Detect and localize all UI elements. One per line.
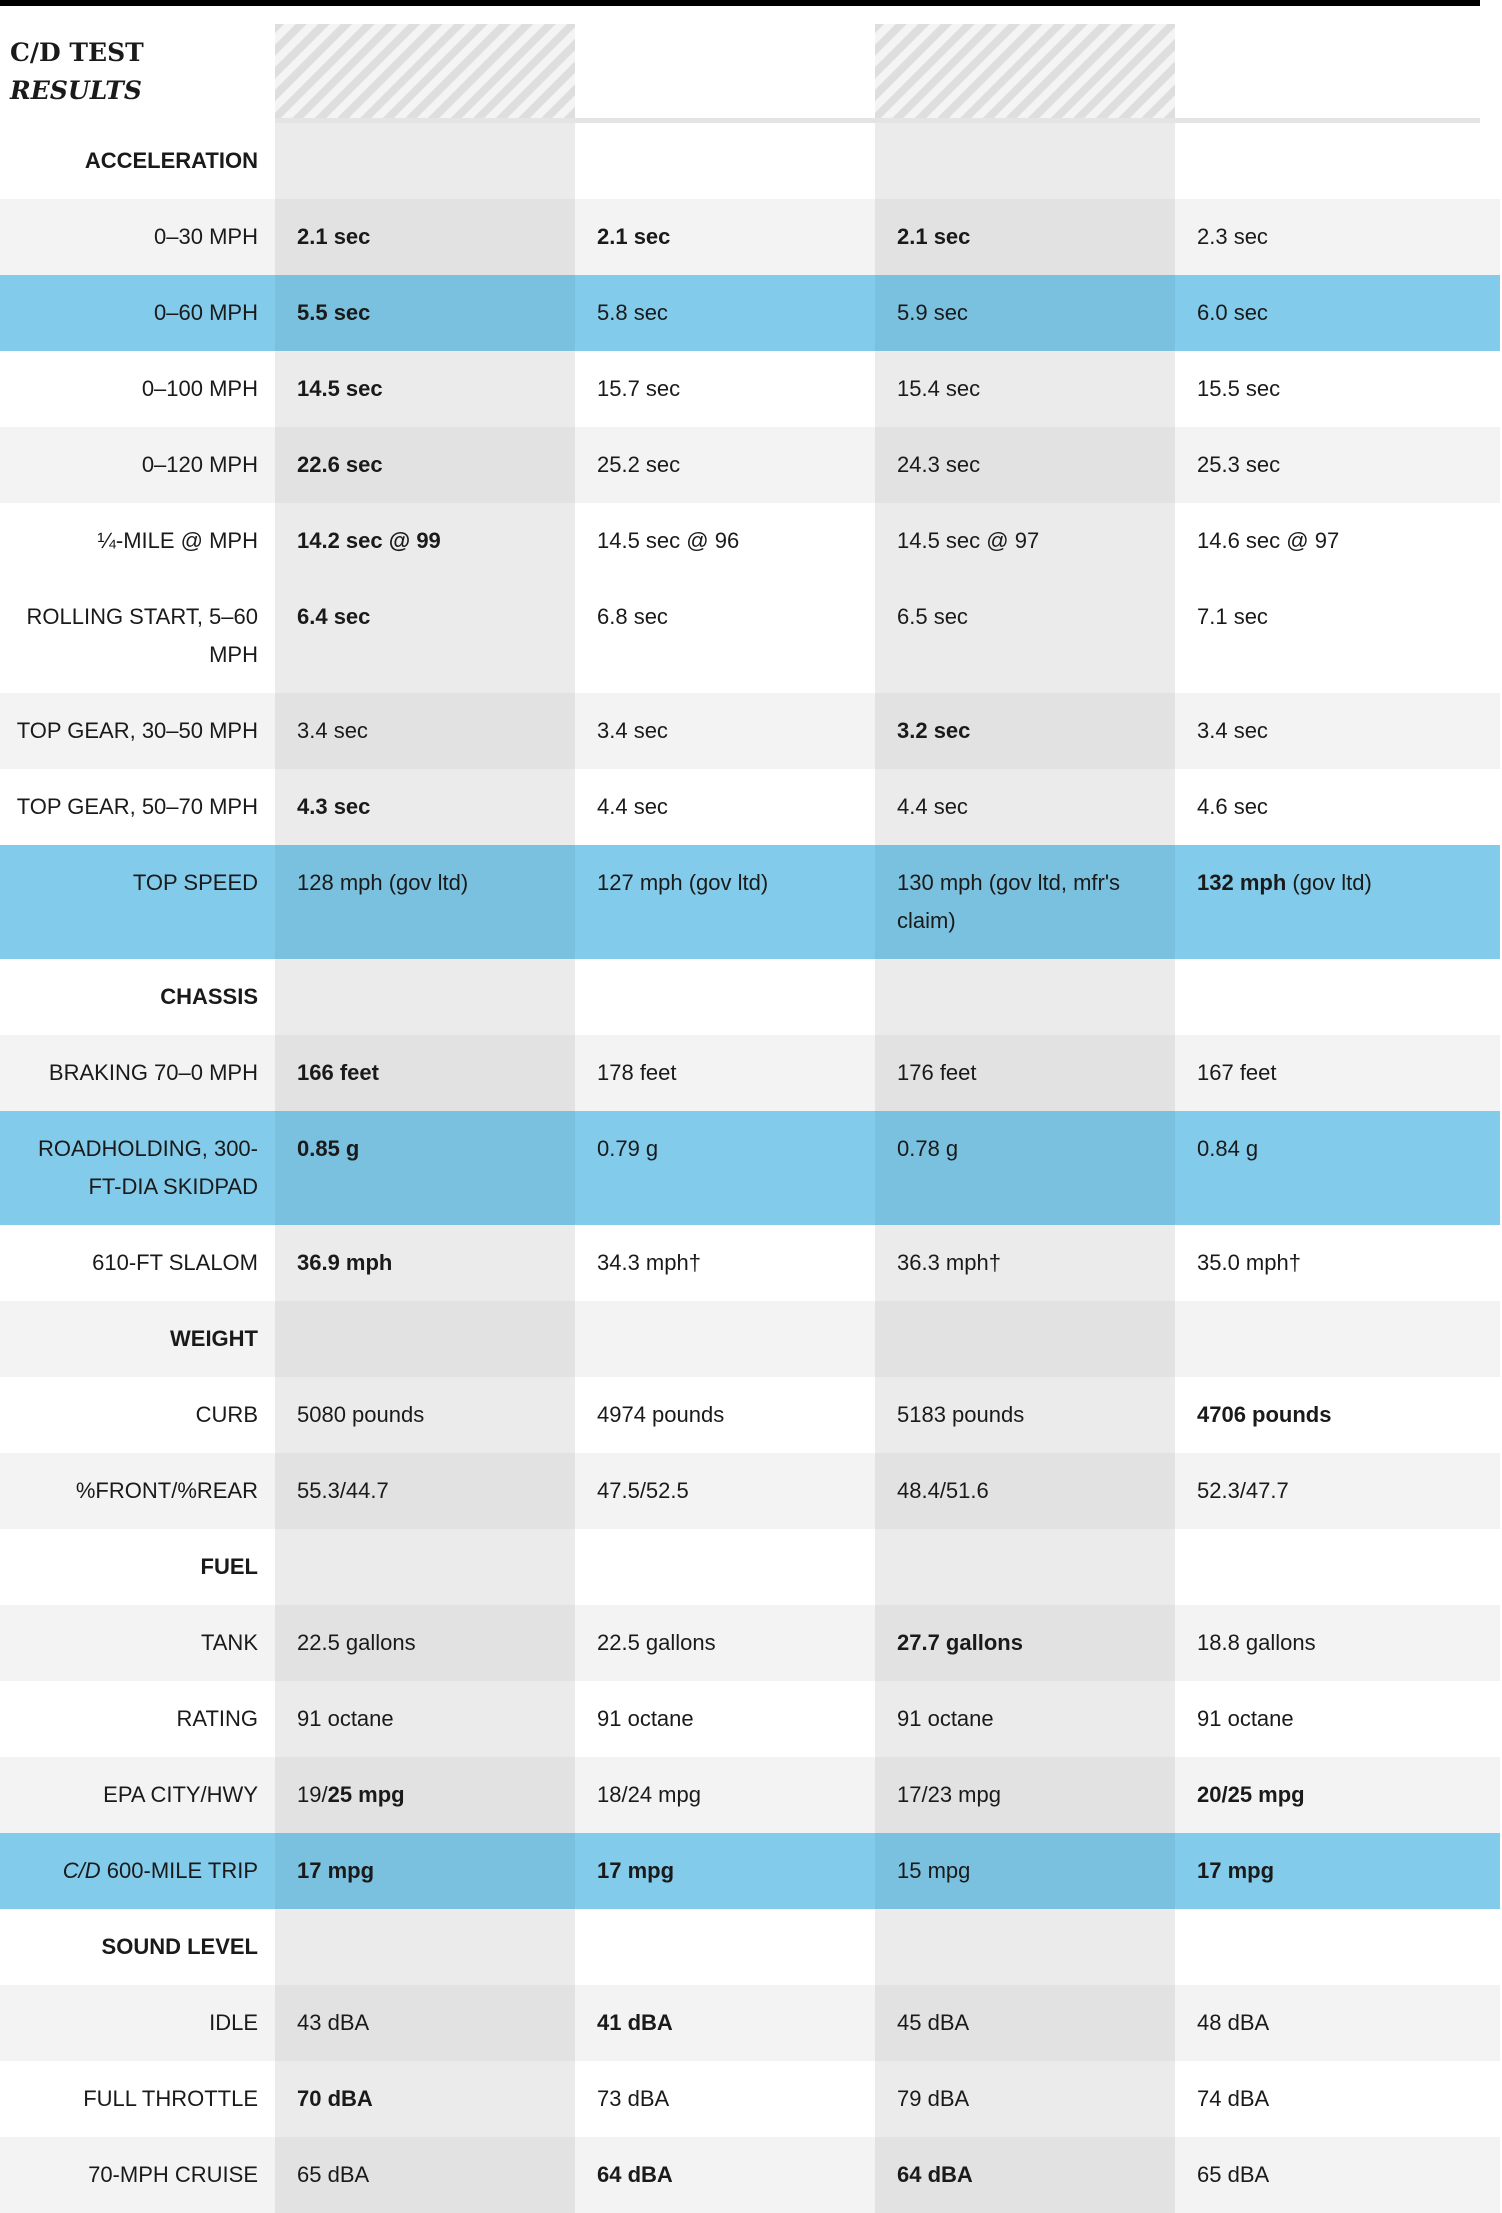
value-cell-2 [575, 1377, 875, 1453]
row-label-text: 600-MILE TRIP [100, 1858, 258, 1883]
row-label-text: WEIGHT [170, 1326, 258, 1351]
cell-value: 19/ [297, 1782, 328, 1807]
table-row [0, 351, 1500, 427]
cell-value: 91 octane [1197, 1706, 1294, 1731]
value-cell-1 [275, 1453, 575, 1529]
cell-value: 3.4 sec [297, 718, 368, 743]
value-cell-2 [575, 503, 875, 579]
value-cell-4 [1175, 1681, 1500, 1757]
value-cell-4 [1175, 579, 1500, 693]
cell-value: 35.0 mph† [1197, 1250, 1301, 1275]
value-cell-4 [1175, 1605, 1500, 1681]
cell-value: 15.5 sec [1197, 376, 1281, 401]
row-label-text: TOP GEAR, 50–70 MPH [16, 794, 258, 819]
row-label [0, 199, 275, 275]
row-label [0, 275, 275, 351]
value-cell-2 [575, 123, 875, 199]
cell-value: 65 dBA [297, 2162, 370, 2187]
row-label [0, 769, 275, 845]
vehicle-1-image-placeholder [275, 24, 575, 118]
row-label [0, 1035, 275, 1111]
value-cell-3 [875, 123, 1175, 199]
cell-value: 25.2 sec [597, 452, 681, 477]
row-label-text: TOP GEAR, 30–50 MPH [16, 718, 258, 743]
value-cell-4 [1175, 1985, 1500, 2061]
cell-value: 43 dBA [297, 2010, 370, 2035]
cell-value: 15 mpg [897, 1858, 971, 1883]
row-label [0, 693, 275, 769]
top-rule [0, 0, 1480, 6]
value-cell-2 [575, 1909, 875, 1985]
cell-value: 132 mph [1197, 870, 1287, 895]
value-cell-3 [875, 2137, 1175, 2213]
cell-value: 14.5 sec [297, 376, 383, 401]
cell-value: 17 mpg [1197, 1858, 1275, 1883]
row-label-text: FUEL [200, 1554, 258, 1579]
cell-value: 3.4 sec [1197, 718, 1268, 743]
section-title [0, 123, 275, 199]
row-label-text: 70-MPH CRUISE [88, 2162, 258, 2187]
cell-value: 70 dBA [297, 2086, 373, 2111]
value-cell-1 [275, 1605, 575, 1681]
value-cell-2 [575, 959, 875, 1035]
cell-value: 24.3 sec [897, 452, 981, 477]
value-cell-2 [575, 1035, 875, 1111]
cell-value: 5.5 sec [297, 300, 371, 325]
cell-value: 17 mpg [297, 1858, 375, 1883]
cell-value-suffix: 25 mpg [327, 1782, 405, 1807]
cell-value: 0.78 g [897, 1136, 959, 1161]
cell-value: 14.6 sec @ 97 [1197, 528, 1340, 553]
row-label-text: 0–100 MPH [141, 376, 258, 401]
row-label [0, 351, 275, 427]
value-cell-4 [1175, 427, 1500, 503]
value-cell-1 [275, 1301, 575, 1377]
section-title [0, 1529, 275, 1605]
cell-value: 18/24 mpg [597, 1782, 701, 1807]
table-row [0, 1035, 1500, 1111]
cell-value: 5.9 sec [897, 300, 968, 325]
value-cell-3 [875, 693, 1175, 769]
cell-value: 91 octane [297, 1706, 394, 1731]
row-label-text: ROLLING START, 5–60 MPH [26, 604, 258, 667]
row-label [0, 2061, 275, 2137]
value-cell-1 [275, 427, 575, 503]
row-label-text: 0–30 MPH [154, 224, 258, 249]
value-cell-1 [275, 1757, 575, 1833]
value-cell-1 [275, 199, 575, 275]
cell-value: 55.3/44.7 [297, 1478, 389, 1503]
test-results-table [0, 123, 1500, 2213]
value-cell-2 [575, 845, 875, 959]
value-cell-1 [275, 579, 575, 693]
table-row [0, 1605, 1500, 1681]
cell-value: 127 mph (gov ltd) [597, 870, 769, 895]
value-cell-2 [575, 579, 875, 693]
row-label [0, 1453, 275, 1529]
value-cell-2 [575, 1225, 875, 1301]
table-row [0, 2137, 1500, 2213]
table-row [0, 769, 1500, 845]
cell-value: 64 dBA [897, 2162, 973, 2187]
value-cell-3 [875, 579, 1175, 693]
value-cell-1 [275, 769, 575, 845]
value-cell-4 [1175, 693, 1500, 769]
value-cell-1 [275, 1225, 575, 1301]
cell-value: 18.8 gallons [1197, 1630, 1316, 1655]
table-row [0, 2061, 1500, 2137]
value-cell-4 [1175, 351, 1500, 427]
cell-value: 34.3 mph† [597, 1250, 701, 1275]
row-label-text: EPA CITY/HWY [103, 1782, 258, 1807]
table-row [0, 1985, 1500, 2061]
row-label-text: CURB [195, 1402, 258, 1427]
table-row [0, 579, 1500, 693]
table-row [0, 427, 1500, 503]
row-label-text: 610-FT SLALOM [92, 1250, 258, 1275]
value-cell-2 [575, 769, 875, 845]
title-line2: RESULTS [10, 76, 142, 105]
value-cell-4 [1175, 123, 1500, 199]
row-label [0, 579, 275, 693]
row-label [0, 1681, 275, 1757]
table-row [0, 1377, 1500, 1453]
value-cell-3 [875, 1111, 1175, 1225]
value-cell-3 [875, 1377, 1175, 1453]
value-cell-4 [1175, 2137, 1500, 2213]
value-cell-4 [1175, 1757, 1500, 1833]
value-cell-1 [275, 845, 575, 959]
value-cell-3 [875, 1757, 1175, 1833]
cell-value: 4.4 sec [897, 794, 968, 819]
row-label-text: 0–60 MPH [154, 300, 258, 325]
value-cell-2 [575, 693, 875, 769]
value-cell-2 [575, 1605, 875, 1681]
title-line1: C/D TEST [10, 38, 144, 67]
row-label-text: ROADHOLDING, 300-FT-DIA SKIDPAD [37, 1136, 258, 1199]
value-cell-2 [575, 427, 875, 503]
table-row [0, 1757, 1500, 1833]
value-cell-4 [1175, 1529, 1500, 1605]
row-label [0, 1757, 275, 1833]
table-row [0, 1111, 1500, 1225]
value-cell-2 [575, 1833, 875, 1909]
value-cell-1 [275, 1681, 575, 1757]
cell-value: 64 dBA [597, 2162, 673, 2187]
row-label-text: TOP SPEED [132, 870, 258, 895]
cell-value: 27.7 gallons [897, 1630, 1023, 1655]
cell-value: 3.4 sec [597, 718, 668, 743]
value-cell-2 [575, 199, 875, 275]
value-cell-1 [275, 1833, 575, 1909]
cell-value: 5.8 sec [597, 300, 668, 325]
cell-value: 79 dBA [897, 2086, 970, 2111]
cell-value: 4.3 sec [297, 794, 371, 819]
cell-value: 14.2 sec @ 99 [297, 528, 441, 553]
value-cell-3 [875, 845, 1175, 959]
value-cell-2 [575, 1453, 875, 1529]
value-cell-3 [875, 1909, 1175, 1985]
value-cell-4 [1175, 1035, 1500, 1111]
value-cell-3 [875, 1035, 1175, 1111]
cell-value: 6.4 sec [297, 604, 371, 629]
cell-value: 2.1 sec [897, 224, 971, 249]
cell-value: 167 feet [1197, 1060, 1277, 1085]
value-cell-1 [275, 1529, 575, 1605]
section-header-row [0, 1301, 1500, 1377]
row-label [0, 1605, 275, 1681]
value-cell-1 [275, 1035, 575, 1111]
value-cell-4 [1175, 1909, 1500, 1985]
cell-value: 36.9 mph [297, 1250, 393, 1275]
section-header-row [0, 1529, 1500, 1605]
cell-value: 0.84 g [1197, 1136, 1259, 1161]
value-cell-4 [1175, 959, 1500, 1035]
value-cell-3 [875, 275, 1175, 351]
cell-value: 22.5 gallons [597, 1630, 716, 1655]
cell-value: 7.1 sec [1197, 604, 1268, 629]
value-cell-3 [875, 1301, 1175, 1377]
section-title [0, 1301, 275, 1377]
cell-value: 0.79 g [597, 1136, 659, 1161]
cell-value: 0.85 g [297, 1136, 360, 1161]
cell-value: 25.3 sec [1197, 452, 1281, 477]
value-cell-3 [875, 199, 1175, 275]
row-label [0, 2137, 275, 2213]
vehicle-3-image-placeholder [875, 24, 1175, 118]
value-cell-2 [575, 275, 875, 351]
value-cell-4 [1175, 1111, 1500, 1225]
row-label-text: BRAKING 70–0 MPH [48, 1060, 258, 1085]
value-cell-1 [275, 351, 575, 427]
value-cell-3 [875, 427, 1175, 503]
cell-value: 52.3/47.7 [1197, 1478, 1289, 1503]
cell-value: 22.6 sec [297, 452, 383, 477]
table-row [0, 693, 1500, 769]
cell-value: 48.4/51.6 [897, 1478, 989, 1503]
value-cell-3 [875, 959, 1175, 1035]
value-cell-3 [875, 1225, 1175, 1301]
cell-value: 17/23 mpg [897, 1782, 1001, 1807]
section-title [0, 1909, 275, 1985]
value-cell-4 [1175, 1453, 1500, 1529]
cell-value: 4.6 sec [1197, 794, 1268, 819]
cell-value: 14.5 sec @ 97 [897, 528, 1040, 553]
cell-value: 41 dBA [597, 2010, 673, 2035]
cell-value: 45 dBA [897, 2010, 970, 2035]
cell-value: 48 dBA [1197, 2010, 1270, 2035]
value-cell-1 [275, 2061, 575, 2137]
row-label [0, 503, 275, 579]
value-cell-3 [875, 1985, 1175, 2061]
value-cell-3 [875, 503, 1175, 579]
cell-value: 65 dBA [1197, 2162, 1270, 2187]
value-cell-4 [1175, 1377, 1500, 1453]
value-cell-1 [275, 1985, 575, 2061]
row-label [0, 1985, 275, 2061]
value-cell-3 [875, 1453, 1175, 1529]
row-label-text: TANK [200, 1630, 258, 1655]
cell-value: 20/25 mpg [1197, 1782, 1305, 1807]
cell-value: 4.4 sec [597, 794, 668, 819]
value-cell-4 [1175, 1225, 1500, 1301]
cell-value: 130 mph (gov ltd, mfr's claim) [897, 870, 1121, 933]
value-cell-3 [875, 1605, 1175, 1681]
value-cell-1 [275, 2137, 575, 2213]
cell-value: 73 dBA [597, 2086, 670, 2111]
value-cell-2 [575, 2061, 875, 2137]
row-label-text: ACCELERATION [84, 148, 258, 173]
row-label-italic: C/D [62, 1858, 101, 1883]
section-header-row [0, 959, 1500, 1035]
value-cell-4 [1175, 845, 1500, 959]
value-cell-2 [575, 1111, 875, 1225]
value-cell-4 [1175, 1301, 1500, 1377]
cell-value: 2.1 sec [597, 224, 671, 249]
value-cell-2 [575, 1681, 875, 1757]
cell-value: 6.5 sec [897, 604, 968, 629]
cell-value: 178 feet [597, 1060, 677, 1085]
cell-value: 2.3 sec [1197, 224, 1268, 249]
cell-value: 2.1 sec [297, 224, 371, 249]
row-label-text: FULL THROTTLE [83, 2086, 258, 2111]
cell-value: 22.5 gallons [297, 1630, 416, 1655]
cell-value: 36.3 mph† [897, 1250, 1001, 1275]
section-header-row [0, 123, 1500, 199]
value-cell-1 [275, 275, 575, 351]
cell-value: 6.8 sec [597, 604, 668, 629]
row-label-text: SOUND LEVEL [101, 1934, 258, 1959]
table-row [0, 1453, 1500, 1529]
cell-value: 17 mpg [597, 1858, 675, 1883]
cell-value: 3.2 sec [897, 718, 971, 743]
value-cell-3 [875, 351, 1175, 427]
value-cell-2 [575, 351, 875, 427]
cell-value: 5080 pounds [297, 1402, 425, 1427]
cell-value: 47.5/52.5 [597, 1478, 689, 1503]
value-cell-1 [275, 503, 575, 579]
value-cell-2 [575, 1985, 875, 2061]
table-row [0, 1681, 1500, 1757]
value-cell-2 [575, 1529, 875, 1605]
cell-value: 91 octane [897, 1706, 994, 1731]
row-label-text: 0–120 MPH [141, 452, 258, 477]
cell-value: 5183 pounds [897, 1402, 1025, 1427]
cell-value: 4706 pounds [1197, 1402, 1332, 1427]
value-cell-4 [1175, 275, 1500, 351]
value-cell-2 [575, 2137, 875, 2213]
cell-value: 91 octane [597, 1706, 694, 1731]
value-cell-3 [875, 2061, 1175, 2137]
value-cell-4 [1175, 199, 1500, 275]
cell-value: 166 feet [297, 1060, 379, 1085]
table-row [0, 845, 1500, 959]
row-label [0, 845, 275, 959]
value-cell-4 [1175, 503, 1500, 579]
value-cell-1 [275, 1377, 575, 1453]
cell-value: 176 feet [897, 1060, 977, 1085]
cell-value: 15.7 sec [597, 376, 681, 401]
cell-value: 15.4 sec [897, 376, 981, 401]
cell-value: 14.5 sec @ 96 [597, 528, 740, 553]
section-header-row [0, 1909, 1500, 1985]
value-cell-4 [1175, 1833, 1500, 1909]
value-cell-1 [275, 123, 575, 199]
row-label [0, 1833, 275, 1909]
table-row [0, 503, 1500, 579]
cell-value: 128 mph (gov ltd) [297, 870, 469, 895]
value-cell-1 [275, 1909, 575, 1985]
row-label-text: ¼-MILE @ MPH [97, 528, 258, 553]
table-row [0, 1225, 1500, 1301]
row-label-text: RATING [176, 1706, 258, 1731]
value-cell-3 [875, 1681, 1175, 1757]
row-label-text: %FRONT/%REAR [75, 1478, 258, 1503]
cell-value: 74 dBA [1197, 2086, 1270, 2111]
table-row [0, 1833, 1500, 1909]
value-cell-2 [575, 1757, 875, 1833]
value-cell-4 [1175, 769, 1500, 845]
value-cell-2 [575, 1301, 875, 1377]
cell-value-suffix: (gov ltd) [1286, 870, 1372, 895]
cell-value: 6.0 sec [1197, 300, 1268, 325]
row-label [0, 427, 275, 503]
value-cell-1 [275, 959, 575, 1035]
row-label-text: CHASSIS [160, 984, 258, 1009]
table-title [10, 34, 270, 110]
row-label [0, 1377, 275, 1453]
value-cell-3 [875, 769, 1175, 845]
table-row [0, 199, 1500, 275]
row-label [0, 1225, 275, 1301]
section-title [0, 959, 275, 1035]
table-row [0, 275, 1500, 351]
row-label-text: IDLE [209, 2010, 258, 2035]
value-cell-1 [275, 1111, 575, 1225]
value-cell-3 [875, 1529, 1175, 1605]
value-cell-3 [875, 1833, 1175, 1909]
value-cell-1 [275, 693, 575, 769]
cell-value: 4974 pounds [597, 1402, 725, 1427]
value-cell-4 [1175, 2061, 1500, 2137]
row-label [0, 1111, 275, 1225]
